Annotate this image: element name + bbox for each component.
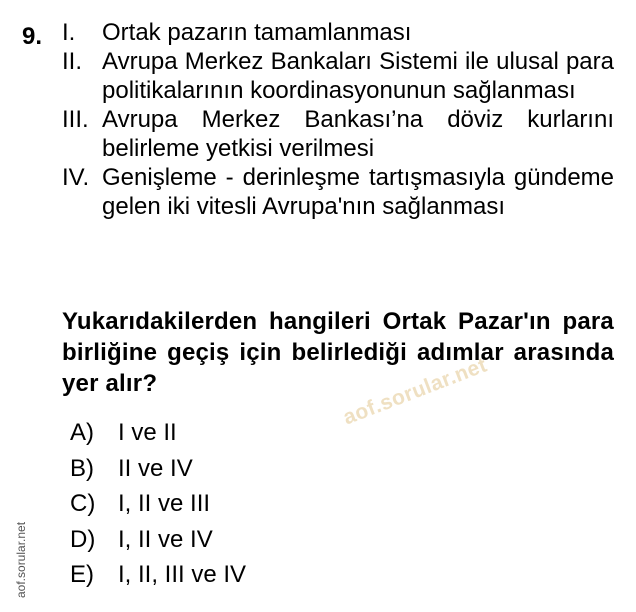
watermark: aof.sorular.net [340, 353, 491, 430]
statement-item-2 [62, 47, 614, 105]
statement-numeral: II. [62, 48, 83, 75]
option-text: I ve II [118, 419, 177, 446]
statement-text: Genişleme - derinleşme tartışmasıyla gündeme gelen iki vitesli Avrupa'nın sağlanması [102, 164, 614, 220]
option-letter: E) [70, 561, 94, 588]
question-stem: Yukarıdakilerden hangileri Ortak Pazar'ın para birliğine geçiş için belirlediği adımlar arasında yer alır? [62, 308, 614, 397]
statement-text: Ortak pazarın tamamlanması [102, 19, 412, 46]
statement-list [62, 18, 614, 221]
option-d[interactable] [70, 522, 246, 558]
option-text: I, II, III ve IV [118, 561, 247, 588]
option-a[interactable] [70, 415, 246, 451]
option-c[interactable] [70, 486, 246, 522]
option-e[interactable] [70, 557, 246, 593]
statement-text: Avrupa Merkez Bankası’na döviz kurlarını belirleme yetkisi verilmesi [102, 106, 614, 162]
option-text: I, II ve III [118, 490, 211, 517]
statement-numeral: I. [62, 19, 76, 46]
option-letter: D) [70, 525, 96, 553]
side-watermark: aof.sorular.net [14, 521, 28, 598]
statement-item-1 [62, 18, 614, 47]
statement-numeral: III. [62, 106, 89, 133]
statement-item-4 [62, 163, 614, 221]
option-text: I, II ve IV [118, 525, 213, 553]
option-letter: A) [70, 419, 94, 446]
option-letter: C) [70, 490, 96, 517]
answer-options [70, 415, 246, 593]
option-b[interactable] [70, 451, 246, 487]
option-text: II ve IV [118, 454, 193, 482]
statement-item-3 [62, 105, 614, 163]
question-number: 9. [22, 23, 43, 50]
statement-text: Avrupa Merkez Bankaları Sistemi ile ulusal para politikalarının koordinasyonunun sağlanması [102, 48, 614, 104]
statement-numeral: IV. [62, 164, 90, 191]
option-letter: B) [70, 454, 94, 482]
